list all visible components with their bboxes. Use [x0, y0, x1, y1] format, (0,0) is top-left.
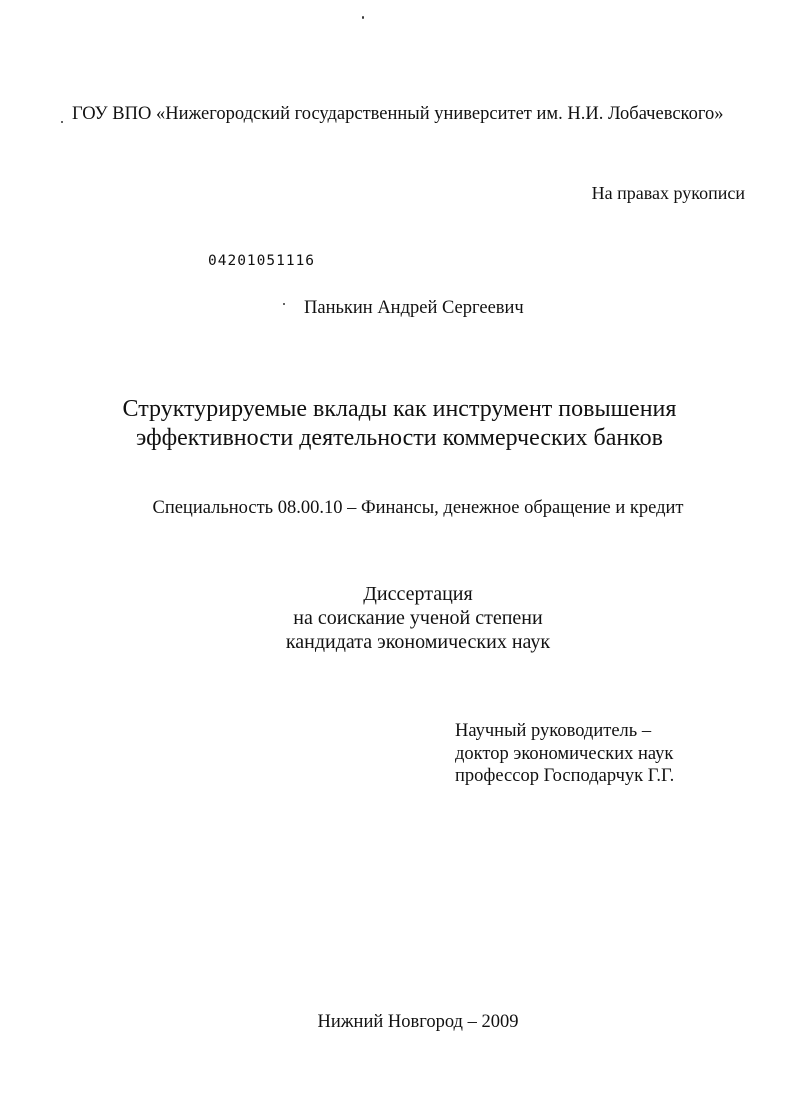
author-name: Панькин Андрей Сергеевич	[304, 298, 524, 318]
specialty: Специальность 08.00.10 – Финансы, денежное обращение и кредит	[152, 498, 684, 518]
scan-speck	[362, 16, 364, 19]
scan-speck	[61, 121, 63, 123]
dissertation-title	[0, 395, 799, 453]
institution-name: ГОУ ВПО «Нижегородский государственный университет им. Н.И. Лобачевского»	[72, 104, 724, 124]
advisor-line-1: Научный руководитель –	[455, 721, 652, 741]
title-line-1: Структурируемые вклады как инструмент повышения	[122, 396, 677, 422]
degree-line-1: Диссертация	[363, 583, 473, 605]
manuscript-note: На правах рукописи	[591, 183, 745, 203]
city-year: Нижний Новгород – 2009	[317, 1012, 519, 1032]
title-line-2: эффективности деятельности коммерческих банков	[136, 425, 663, 451]
registration-code: 04201051116	[208, 253, 316, 269]
advisor-line-3: профессор Господарчук Г.Г.	[455, 766, 675, 786]
degree-block	[0, 582, 799, 654]
degree-line-2: на соискание ученой степени	[293, 607, 543, 629]
advisor-block	[455, 720, 674, 788]
scan-speck	[283, 303, 285, 305]
degree-line-3: кандидата экономических наук	[285, 631, 551, 653]
advisor-line-2: доктор экономических наук	[455, 743, 674, 764]
